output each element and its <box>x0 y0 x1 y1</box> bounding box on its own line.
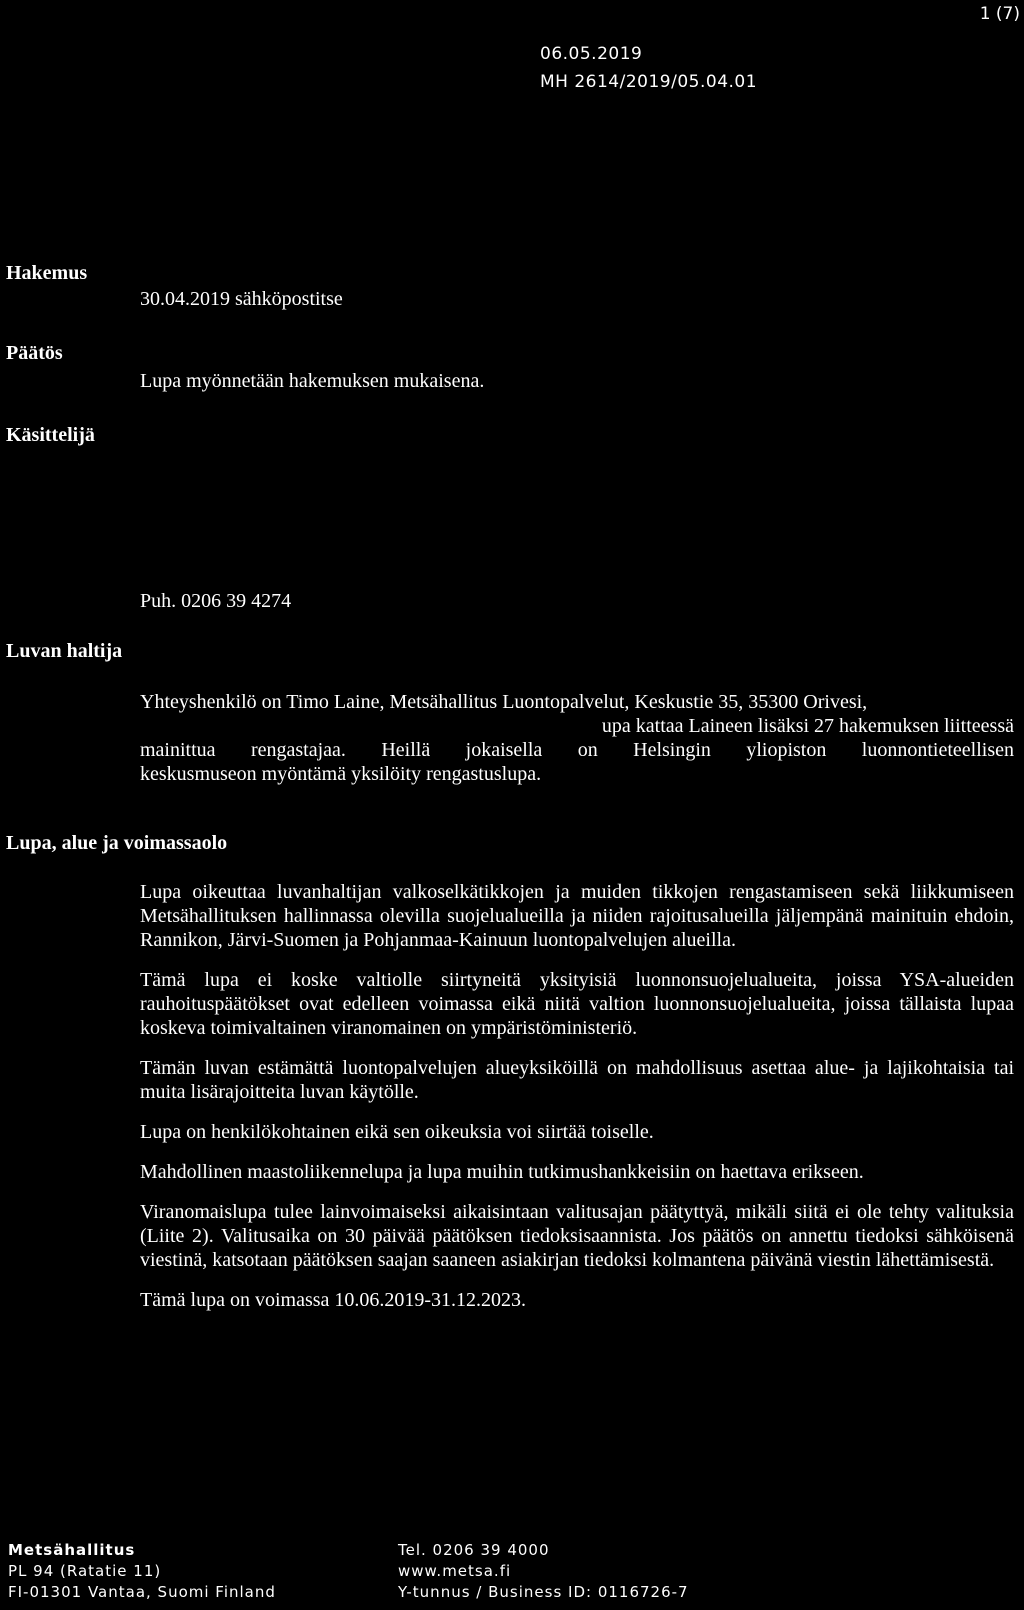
footer-org: Metsähallitus <box>8 1541 136 1559</box>
kasittelija-label: Käsittelijä <box>6 424 95 446</box>
handler-phone: Puh. 0206 39 4274 <box>140 590 292 612</box>
document-reference: MH 2614/2019/05.04.01 <box>540 72 758 92</box>
footer-tel: Tel. 0206 39 4000 <box>398 1541 550 1559</box>
footer-web-link[interactable]: www.metsa.fi <box>398 1562 512 1580</box>
footer-address-line: FI-01301 Vantaa, Suomi Finland <box>8 1583 276 1601</box>
lupa-alue-label: Lupa, alue ja voimassaolo <box>6 832 228 854</box>
terms-paragraph: Lupa on henkilökohtainen eikä sen oikeuksia voi siirtää toiselle. <box>140 1121 654 1143</box>
terms-paragraph: Tämän luvan estämättä luontopalvelujen alueyksiköillä on mahdollisuus asettaa alue- ja lajikohtaisia tai muita lisärajoitteita luvan käytölle. <box>140 1057 1014 1103</box>
luvan-haltija-label: Luvan haltija <box>6 640 123 662</box>
terms-paragraph: Viranomaislupa tulee lainvoimaiseksi aikaisintaan valitusajan päätyttyä, mikäli siitä ei ole tehty valituksia (Liite 2). Valitusaika on 30 päivää päätöksen tiedoksisaannista. Jos päätös on annettu tiedoksi sähköisenä viestinä, katsotaan päätöksen saajan saaneen asiakirjan tiedoksi kolmantena päivänä viestin lähettämisestä. <box>140 1201 1014 1271</box>
page-number: 1 (7) <box>979 4 1020 24</box>
terms-paragraph: Tämä lupa ei koske valtiolle siirtyneitä yksityisiä luonnonsuojelualueita, joissa YSA-alueiden rauhoituspäätökset ovat edelleen voimassa eikä niitä valtion luonnonsuojelualueita, joissa tällaista lupaa koskeva toimivaltainen viranomainen on ympäristöministeriö. <box>140 969 1014 1039</box>
footer-business-id: Y-tunnus / Business ID: 0116726-7 <box>398 1583 689 1601</box>
terms-paragraph: Mahdollinen maastoliikennelupa ja lupa muihin tutkimushankkeisiin on haettava erikseen. <box>140 1161 864 1183</box>
footer-address <box>8 1540 276 1603</box>
haltija-line: Yhteyshenkilö on Timo Laine, Metsähallitus Luontopalvelut, Keskustie 35, 35300 Orivesi, <box>140 691 868 713</box>
haltija-line: mainittua rengastajaa. Heillä jokaisella on Helsingin yliopiston luonnontieteellisen <box>140 739 1014 761</box>
hakemus-label: Hakemus <box>6 262 88 284</box>
validity-paragraph: Tämä lupa on voimassa 10.06.2019-31.12.2023. <box>140 1289 527 1311</box>
haltija-line: keskusmuseon myöntämä yksilöity rengastuslupa. <box>140 763 542 785</box>
haltija-line: upa kattaa Laineen lisäksi 27 hakemuksen liitteessä <box>601 715 1014 737</box>
paatos-label: Päätös <box>6 342 63 364</box>
permit-holder-section <box>140 690 1014 786</box>
terms-paragraph: Lupa oikeuttaa luvanhaltijan valkoselkätikkojen ja muiden tikkojen rengastamiseen sekä liikkumiseen Metsähallituksen hallinnassa olevilla suojelualueilla ja niiden rajoitusalueilla jäljempänä mainituin ehdoin, Rannikon, Järvi-Suomen ja Pohjanmaa-Kainuun luontopalvelujen alueilla. <box>140 881 1014 951</box>
hakemus-value: 30.04.2019 sähköpostitse <box>140 288 343 310</box>
footer-contact <box>398 1540 689 1603</box>
footer-address-line: PL 94 (Ratatie 11) <box>8 1562 162 1580</box>
document-date: 06.05.2019 <box>540 44 643 64</box>
paatos-value: Lupa myönnetään hakemuksen mukaisena. <box>140 370 485 392</box>
permit-terms-section <box>140 880 1014 1328</box>
